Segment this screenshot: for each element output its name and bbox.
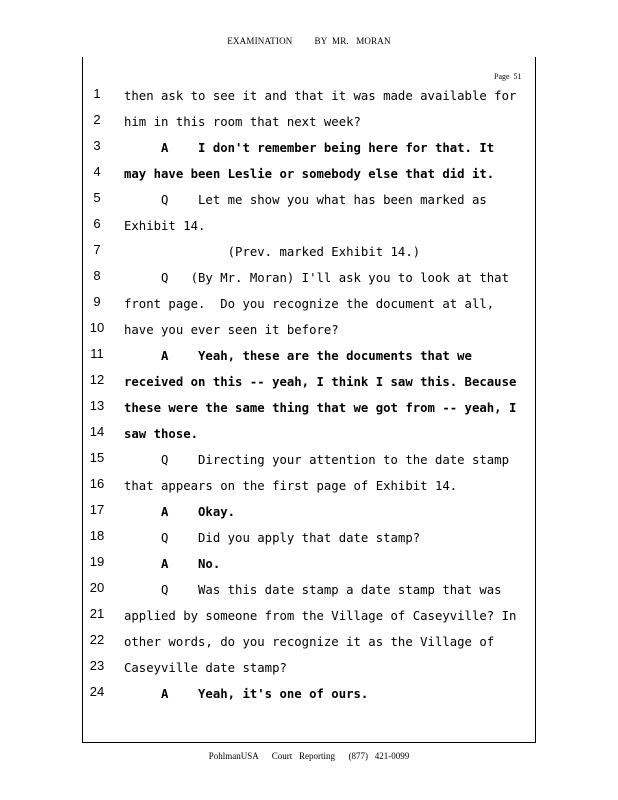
transcript-line: [0, 684, 618, 710]
line-number: 22: [89, 632, 105, 647]
line-number: 16: [89, 476, 105, 491]
line-text: Q Did you apply that date stamp?: [124, 531, 421, 545]
transcript-line: [0, 424, 618, 450]
transcript-line: [0, 294, 618, 320]
line-text: Caseyville date stamp?: [124, 661, 287, 675]
line-number: 2: [93, 112, 101, 127]
line-text: then ask to see it and that it was made available for: [124, 89, 517, 103]
answer-line-text: received on this -- yeah, I think I saw this. Because: [124, 375, 517, 389]
line-number: 18: [89, 528, 105, 543]
line-number: 8: [93, 268, 101, 283]
transcript-line: [0, 658, 618, 684]
transcript-line: [0, 86, 618, 112]
line-text: Q (By Mr. Moran) I'll ask you to look at that: [124, 271, 509, 285]
answer-line-text: A No.: [124, 557, 221, 571]
line-number: 21: [89, 606, 105, 621]
answer-line-text: saw those.: [124, 427, 199, 441]
line-text: Q Was this date stamp a date stamp that was: [124, 583, 502, 597]
transcript-line: [0, 450, 618, 476]
line-text: Q Let me show you what has been marked as: [124, 193, 487, 207]
transcript-line: [0, 242, 618, 268]
answer-line-text: may have been Leslie or somebody else that did it.: [124, 167, 495, 181]
transcript-line: [0, 164, 618, 190]
line-text: applied by someone from the Village of Caseyville? In: [124, 609, 517, 623]
transcript-line: [0, 632, 618, 658]
line-text: Exhibit 14.: [124, 219, 206, 233]
line-number: 19: [89, 554, 105, 569]
transcript-line: [0, 138, 618, 164]
transcript-line: [0, 580, 618, 606]
line-number: 10: [89, 320, 105, 335]
line-text: him in this room that next week?: [124, 115, 361, 129]
transcript-line: [0, 112, 618, 138]
line-number: 15: [89, 450, 105, 465]
transcript-line: [0, 502, 618, 528]
transcript-line: [0, 528, 618, 554]
line-text: front page. Do you recognize the document at all,: [124, 297, 495, 311]
line-number: 12: [89, 372, 105, 387]
line-number: 6: [93, 216, 101, 231]
page-number: Page 51: [494, 72, 522, 81]
answer-line-text: A Yeah, these are the documents that we: [124, 349, 472, 363]
line-number: 17: [89, 502, 105, 517]
transcript-line: [0, 346, 618, 372]
answer-line-text: these were the same thing that we got from -- yeah, I: [124, 401, 517, 415]
line-number: 9: [93, 294, 101, 309]
page-footer: PohlmanUSA Court Reporting (877) 421-0099: [208, 751, 410, 761]
line-text: that appears on the first page of Exhibit 14.: [124, 479, 458, 493]
line-text: Q Directing your attention to the date stamp: [124, 453, 509, 467]
transcript-line: [0, 190, 618, 216]
transcript-line: [0, 320, 618, 346]
answer-line-text: A Yeah, it's one of ours.: [124, 687, 369, 701]
line-text: other words, do you recognize it as the Village of: [124, 635, 495, 649]
line-number: 1: [93, 86, 101, 101]
answer-line-text: A I don't remember being here for that. It: [124, 141, 495, 155]
transcript-line: [0, 554, 618, 580]
line-number: 11: [90, 346, 104, 361]
line-number: 3: [93, 138, 101, 153]
transcript-line: [0, 398, 618, 424]
line-number: 5: [93, 190, 101, 205]
transcript-line: [0, 372, 618, 398]
line-number: 14: [89, 424, 105, 439]
line-number: 4: [93, 164, 101, 179]
line-text: (Prev. marked Exhibit 14.): [124, 245, 421, 259]
line-text: have you ever seen it before?: [124, 323, 339, 337]
line-number: 24: [89, 684, 105, 699]
transcript-line: [0, 606, 618, 632]
transcript-line: [0, 216, 618, 242]
transcript-line: [0, 476, 618, 502]
answer-line-text: A Okay.: [124, 505, 236, 519]
page-header-title: EXAMINATION BY MR. MORAN: [227, 36, 391, 46]
line-number: 23: [89, 658, 105, 673]
line-number: 7: [93, 242, 101, 257]
transcript-line: [0, 268, 618, 294]
line-number: 13: [89, 398, 105, 413]
line-number: 20: [89, 580, 105, 595]
